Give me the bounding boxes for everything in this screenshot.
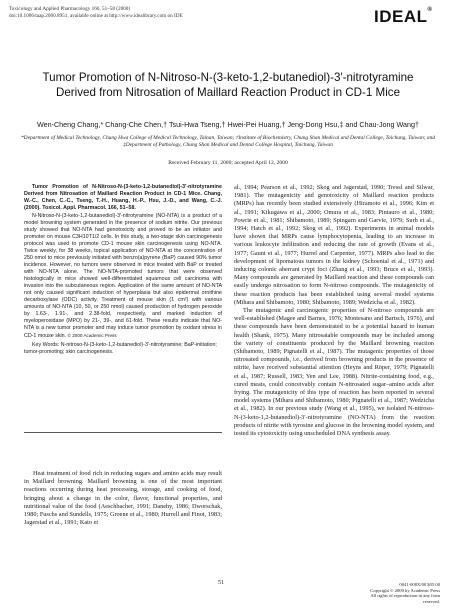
keywords: Key Words: N-nitroso-N-(3-keto-1,2-butanediol)-3′-nitrotyramine; BaP-initiation; tumor-promoting; skin carcinogenesis. xyxy=(24,342,217,355)
author-list: Wen-Cheng Chang,* Chang-Che Chen,† Tsui-Hwa Tseng,† Hwei-Pei Huang,† Jeng-Dong Hsu,‡ and Chau-Jong Wang† xyxy=(36,120,420,129)
abstract-divider xyxy=(24,432,222,433)
intro-paragraph-1: Heat treatment of food rich in reducing sugars and amino acids may result in Maillard browning. Maillard browning is one of the most important reactions occurring during heat processing, storage, and cooking of food, bringing about a change in the color, flavor, functional properties, and nutritional value of the food (Aeschbacher, 1991; Danehy, 1986; Dworschak, 1980; Fuschs and Sundells, 1975; Groene et al., 1980; Hurrell and Finot, 1983; Jagerstad et al., 1991; Kato et xyxy=(24,470,222,527)
intro-paragraph-1-continued: al., 1994; Pearson et al., 1992; Skog and Jagerstad, 1990; Tressl and Silwar, 1981). The mutagenicity and genotoxicity of Maillard reaction products (MRPs) has recently been studied extensively (Hiramoto et al., 1996; Kim et al., 1991; Kikugawa et al., 2000; Omura et al., 1983; Pintauro et al., 1980; Powrie et al., 1981; Shibamoto, 1989; Spingarn and Garvie, 1979; Surh et al., 1994; Hatch et al., 1992; Skog et al., 1992). Experiments in animal models have shown that MRPs cause lymphocytopenia, leading to an increase in various leukocyte infiltration and reducing the rate of growth (Evans et al., 1977; Gaunt et al., 1977; Hurrel and Carpenter, 1977). MRPs also lead to the development of lipomatous tumors in the kidney (Schoental et al., 1971) and inducing colonic aberrant crypt foci (Zhang et al., 1993; Bruce et al., 1993). Many compounds are generated by Maillard reaction and these compounds can easily undergo nitrosation to form N-nitroso compounds. The mutagenicity of these reaction products has been established using several model systems (Mihara and Shibamoto, 1980; Shibamoto, 1989; Wedzicha et al., 1982). xyxy=(234,184,434,306)
left-column xyxy=(24,184,222,356)
abstract-citation: Tumor Promotion of N-Nitroso-N-(3-keto-1,2-butanediol)-3′-nitrotyramine Derived from Nitrosation of Maillard Reaction Product in CD-1 Mice. Chang, W.-C., Chen, C.-C., Tseng, T.-H., Huang, H.-P., Hsu, J.-D., and Wang, C.-J. (2000). Toxicol. Appl. Pharmacol. 166, 51–58. xyxy=(24,184,222,211)
abstract-copyright: © 2000 Academic Press xyxy=(67,333,117,338)
journal-header xyxy=(9,6,309,20)
article-title: Tumor Promotion of N-Nitroso-N-(3-keto-1,2-butanediol)-3′-nitrotyramine Derived from Nitrosation of Maillard Reaction Product in CD-1 Mice xyxy=(42,71,414,99)
copyright-line-2: Copyright © 2000 by Academic Press xyxy=(370,587,440,593)
intro-paragraph-2: The mutagenic and carcinogenic properties of N-nitroso compounds are well-established (Magee and Barnes, 1976; Montesano and Bartsch, 1976), and these compounds have been demonstrated to be a potential hazard to human health (Shank, 1975). Many nitrosatable compounds may be included among the variety of constituents produced by the Maillard browning reaction (Shibamoto, 1989; Pignatelli et al., 1987). The mutagenic properties of those nitrosated compounds, i.e., derived from browning products in the presence of nitrite, have received substantial attention (Heyns and Röper, 1979; Pignatelli et al., 1987; Russell, 1983; Yen and Lee, 1988). Nitrite-containing food, e.g., cured meats, could conceivably contain N-nitrosated sugar–amino acids after frying. The mutagenicity of this type of reaction has been reported in several model systems (Mihara and Shibamoto, 1980; Pignatelli et al., 1987; Wedzicha et al., 1982). In our previous study (Wang et al., 1995), we isolated N-nitroso-N-(3-keto-1,2-butanediol)-3′-nitrotyramine (NO-NTA) from the reaction products of nitrite with tyrosine and glucose in the browning model system, and tested its cytotoxicity using unscheduled DNA synthesis assay. xyxy=(234,307,434,438)
copyright-line-3: All rights of reproduction in any form reserved. xyxy=(370,593,440,604)
introduction-left xyxy=(24,470,222,527)
received-accepted-dates: Received February 11, 2000; accepted April 12, 2000 xyxy=(168,160,288,166)
registered-mark-icon: ® xyxy=(427,7,433,13)
copyright-notice xyxy=(360,582,440,604)
abstract xyxy=(24,184,222,340)
page-number: 51 xyxy=(218,580,224,586)
publisher-logo-text: IDEAL xyxy=(374,7,428,26)
publisher-logo xyxy=(374,7,432,27)
copyright-line-1: 0041-008X/00 $35.00 xyxy=(399,582,440,587)
author-affiliations: *Department of Medical Technology, Chung Hwa College of Medical Technology, Tainan, Taiwan; †Institute of Biochemistry, Chung Shan Medical and Dental College, Taichung, Taiwan; and ‡Department of Pathology, Chung Shan Medical and Dental College Hospital, Taichung, Taiwan xyxy=(20,135,435,148)
abstract-text xyxy=(24,213,222,340)
abstract-body: N-Nitroso-N-(3-keto-1,2-butanediol)-3′-nitrotyramine (NO-NTA) is a product of a model browning system generated in the presence of sodium nitrite. Our previous study showed that NO-NTA had genotoxicity and proved to be an initiator and promoter on mouse C3H10T1/2 cells. In this study, a two-stage skin carcinogenesis protocol was used to promote CD-1 mouse skin carcinogenesis using NO-NTA. Twice weekly, for 38 weeks, topical application of NO-NTA at the concentration of 250 nmol to mice previously initiated with benzo(a)pyrene (BaP) caused 90% tumor incidence. However, no tumors were observed in mice treated with BaP or treated with NO-NTA alone. The NO-NTA-promoted tumors that were observed histologically in mice showed well-differentiated squamous cell carcinoma with invasion into the subcutaneous region. Application of the same amount of NO-NTA not only caused significant induction of hyperplasia but also epidermal ornithine decarboxylase (ODC) activity. Treatment of mouse skin (1 cm²) with various amounts of NO-NTA (10, 50, or 250 nmol) caused production of hydrogen peroxide by 1.63-, 1.91-, and 2.38-fold, respectively, and marked induction of myeloperoxidase (MPO) by 21-, 39-, and 61-fold. These results indicate that NO-NTA is a new tumor promoter and may induce tumor promotion by oxidant stress in CD-1 mouse skin. xyxy=(24,213,222,339)
journal-citation-line: Toxicology and Applied Pharmacology 166, 51–58 (2000) xyxy=(9,6,131,12)
right-column xyxy=(234,184,434,438)
doi-line: doi:10.1006/taap.2000.8951, available online at http://www.idealibrary.com on IDE xyxy=(9,13,183,19)
